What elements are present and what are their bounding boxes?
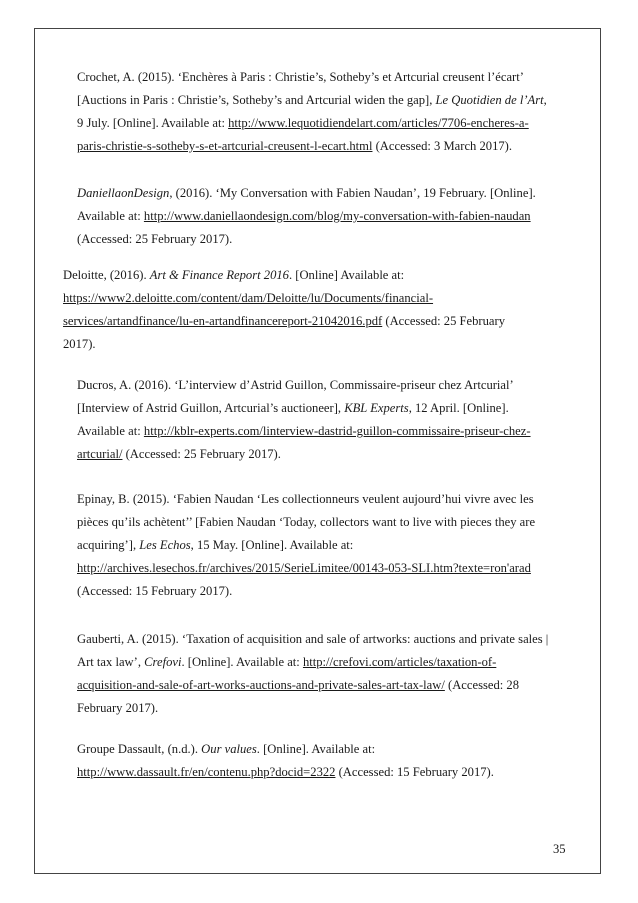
reference-text: Crochet, A. (2015). ‘Enchères à Paris : Christie’s, Sotheby’s et Artcurial creusent l’écart’ [77, 70, 524, 84]
reference-line [77, 228, 577, 251]
reference-text: 9 July. [Online]. Available at: [77, 116, 229, 130]
reference-text: (Accessed: 3 March 2017). [372, 139, 513, 153]
reference-line [77, 511, 577, 534]
reference-text: [Auctions in Paris : Christie’s, Sotheby’s and Artcurial widen the gap], [77, 93, 436, 107]
reference-line [77, 674, 577, 697]
reference-text: (Accessed: 25 February 2017). [77, 232, 233, 246]
reference-italic-title: KBL Experts [344, 401, 409, 415]
reference-text: , [543, 93, 547, 107]
reference-line [77, 135, 577, 158]
reference-italic-title: Le Quotidien de l’Art [435, 93, 544, 107]
reference-entry [77, 488, 577, 603]
reference-text: Deloitte, (2016). [63, 268, 150, 282]
reference-text: Epinay, B. (2015). ‘Fabien Naudan ‘Les collectionneurs veulent aujourd’hui vivre avec les [77, 492, 534, 506]
reference-link[interactable]: paris-christie-s-sotheby-s-et-artcurial-creusent-l-ecart.html [77, 139, 373, 153]
reference-line [63, 264, 563, 287]
reference-line [77, 761, 577, 784]
reference-text: pièces qu’ils achètent’’ [Fabien Naudan ‘Today, collectors want to live with pieces they are [77, 515, 536, 529]
reference-text: (Accessed: 25 February [382, 314, 505, 328]
reference-line [63, 310, 563, 333]
reference-entry [63, 264, 563, 356]
reference-line [77, 488, 577, 511]
reference-text: Groupe Dassault, (n.d.). [77, 742, 202, 756]
reference-italic-title: Les Echos [139, 538, 191, 552]
reference-entry [77, 628, 577, 720]
reference-link[interactable]: http://www.dassault.fr/en/contenu.php?docid=2322 [77, 765, 336, 779]
reference-line [77, 738, 577, 761]
reference-link[interactable]: http://archives.lesechos.fr/archives/2015/SerieLimitee/00143-053-SLI.htm?texte=ron'arad [77, 561, 531, 575]
reference-line [77, 112, 577, 135]
reference-line [77, 374, 577, 397]
reference-entry [77, 374, 577, 466]
reference-entry [77, 66, 577, 158]
reference-text: acquiring’], [77, 538, 140, 552]
reference-text: , 12 April. [Online]. [408, 401, 509, 415]
reference-text: , (2016). ‘My Conversation with Fabien Naudan’, 19 February. [Online]. [169, 186, 536, 200]
reference-text: (Accessed: 15 February 2017). [77, 584, 233, 598]
reference-text: Available at: [77, 424, 144, 438]
reference-text: , 15 May. [Online]. Available at: [190, 538, 354, 552]
page-number: 35 [553, 842, 566, 856]
reference-line [77, 697, 577, 720]
reference-text: Art tax law’, [77, 655, 145, 669]
reference-link[interactable]: acquisition-and-sale-of-art-works-auctions-and-private-sales-art-tax-law/ [77, 678, 445, 692]
reference-line [77, 443, 577, 466]
reference-line [77, 651, 577, 674]
reference-text: (Accessed: 28 [444, 678, 519, 692]
reference-link[interactable]: http://www.lequotidiendelart.com/articles/7706-encheres-a- [228, 116, 529, 130]
reference-line [77, 580, 577, 603]
reference-line [77, 628, 577, 651]
reference-link[interactable]: services/artandfinance/lu-en-artandfinancereport-21042016.pdf [63, 314, 383, 328]
reference-link[interactable]: http://kblr-experts.com/linterview-dastrid-guillon-commissaire-priseur-chez- [143, 424, 531, 438]
reference-text: . [Online]. Available at: [181, 655, 303, 669]
reference-italic-title: Our values [201, 742, 257, 756]
reference-text: (Accessed: 15 February 2017). [335, 765, 494, 779]
reference-text: 2017). [63, 337, 96, 351]
reference-text: (Accessed: 25 February 2017). [122, 447, 281, 461]
reference-line [63, 287, 563, 310]
reference-line [77, 66, 577, 89]
reference-text: . [Online] Available at: [288, 268, 405, 282]
reference-text: [Interview of Astrid Guillon, Artcurial’s auctioneer], [77, 401, 345, 415]
reference-line [77, 420, 577, 443]
reference-link[interactable]: artcurial/ [77, 447, 123, 461]
reference-line [77, 397, 577, 420]
reference-text: Gauberti, A. (2015). ‘Taxation of acquisition and sale of artworks: auctions and private sales | [77, 632, 549, 646]
reference-text: February 2017). [77, 701, 159, 715]
reference-italic-title: DaniellaonDesign [77, 186, 170, 200]
reference-line [77, 205, 577, 228]
reference-line [77, 182, 577, 205]
reference-line [77, 557, 577, 580]
reference-entry [77, 738, 577, 784]
reference-text: Ducros, A. (2016). ‘L’interview d’Astrid Guillon, Commissaire-priseur chez Artcurial’ [77, 378, 514, 392]
reference-line [77, 89, 577, 112]
reference-text: Available at: [77, 209, 144, 223]
reference-text: . [Online]. Available at: [256, 742, 376, 756]
reference-entry [77, 182, 577, 251]
reference-italic-title: Art & Finance Report 2016 [149, 268, 289, 282]
reference-link[interactable]: http://www.daniellaondesign.com/blog/my-conversation-with-fabien-naudan [143, 209, 531, 223]
reference-line [63, 333, 563, 356]
reference-italic-title: Crefovi [144, 655, 182, 669]
reference-line [77, 534, 577, 557]
reference-link[interactable]: https://www2.deloitte.com/content/dam/Deloitte/lu/Documents/financial- [63, 291, 434, 305]
reference-link[interactable]: http://crefovi.com/articles/taxation-of- [302, 655, 497, 669]
